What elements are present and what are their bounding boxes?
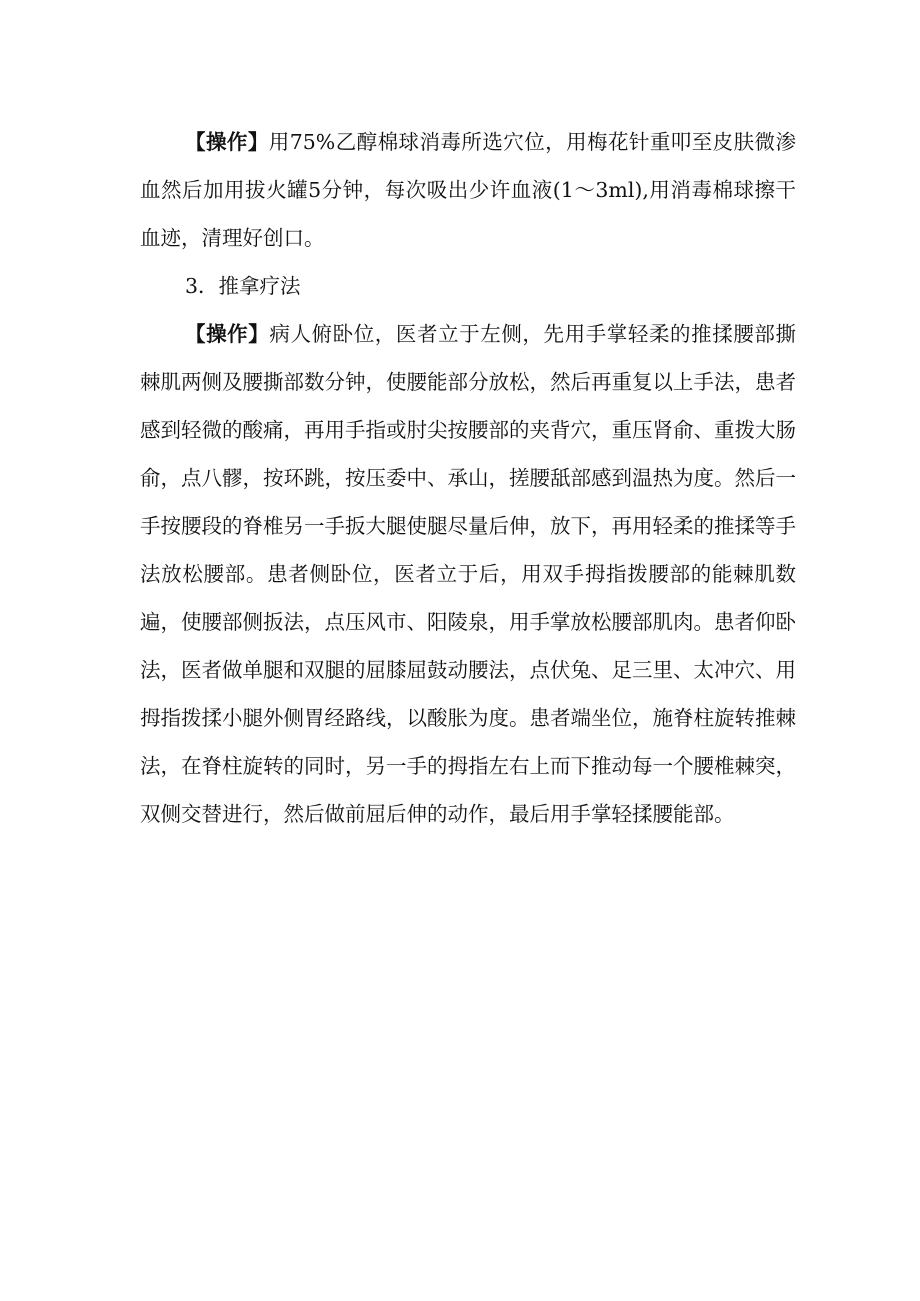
section-heading: 3．推拿疗法: [185, 274, 301, 298]
paragraph-text: 用75%乙醇棉球消毒所选穴位，用梅花针重叩至皮肤微渗血然后加用拔火罐5分钟，每次吸出少许血液(1～3ml),用消毒棉球擦干血迹，清理好创口。: [140, 130, 796, 250]
paragraph-massage-operation: [140, 310, 796, 838]
paragraph-acupuncture-operation: [140, 118, 796, 262]
document-page: [140, 118, 796, 838]
operation-label: 【操作】: [185, 130, 269, 154]
operation-label: 【操作】: [185, 322, 270, 346]
paragraph-text: 病人俯卧位，医者立于左侧，先用手掌轻柔的推揉腰部撕棘肌两侧及腰撕部数分钟，使腰能部分放松，然后再重复以上手法，患者感到轻微的酸痛，再用手指或肘尖按腰部的夹背穴，重压肾俞、重拨大肠俞，点八髎，按环跳，按压委中、承山，搓腰舐部感到温热为度。然后一手按腰段的脊椎另一手扳大腿使腿尽量后伸，放下，再用轻柔的推揉等手法放松腰部。患者侧卧位，医者立于后，用双手拇指拨腰部的能棘肌数遍，使腰部侧扳法，点压风市、阳陵泉，用手掌放松腰部肌肉。患者仰卧法，医者做单腿和双腿的屈膝屈鼓动腰法，点伏兔、足三里、太冲穴、用拇指拨揉小腿外侧胃经路线，以酸胀为度。患者端坐位，施脊柱旋转推棘法，在脊柱旋转的同时，另一手的拇指左右上而下推动每一个腰椎棘突，双侧交替进行，然后做前屈后伸的动作，最后用手掌轻揉腰能部。: [140, 322, 797, 826]
